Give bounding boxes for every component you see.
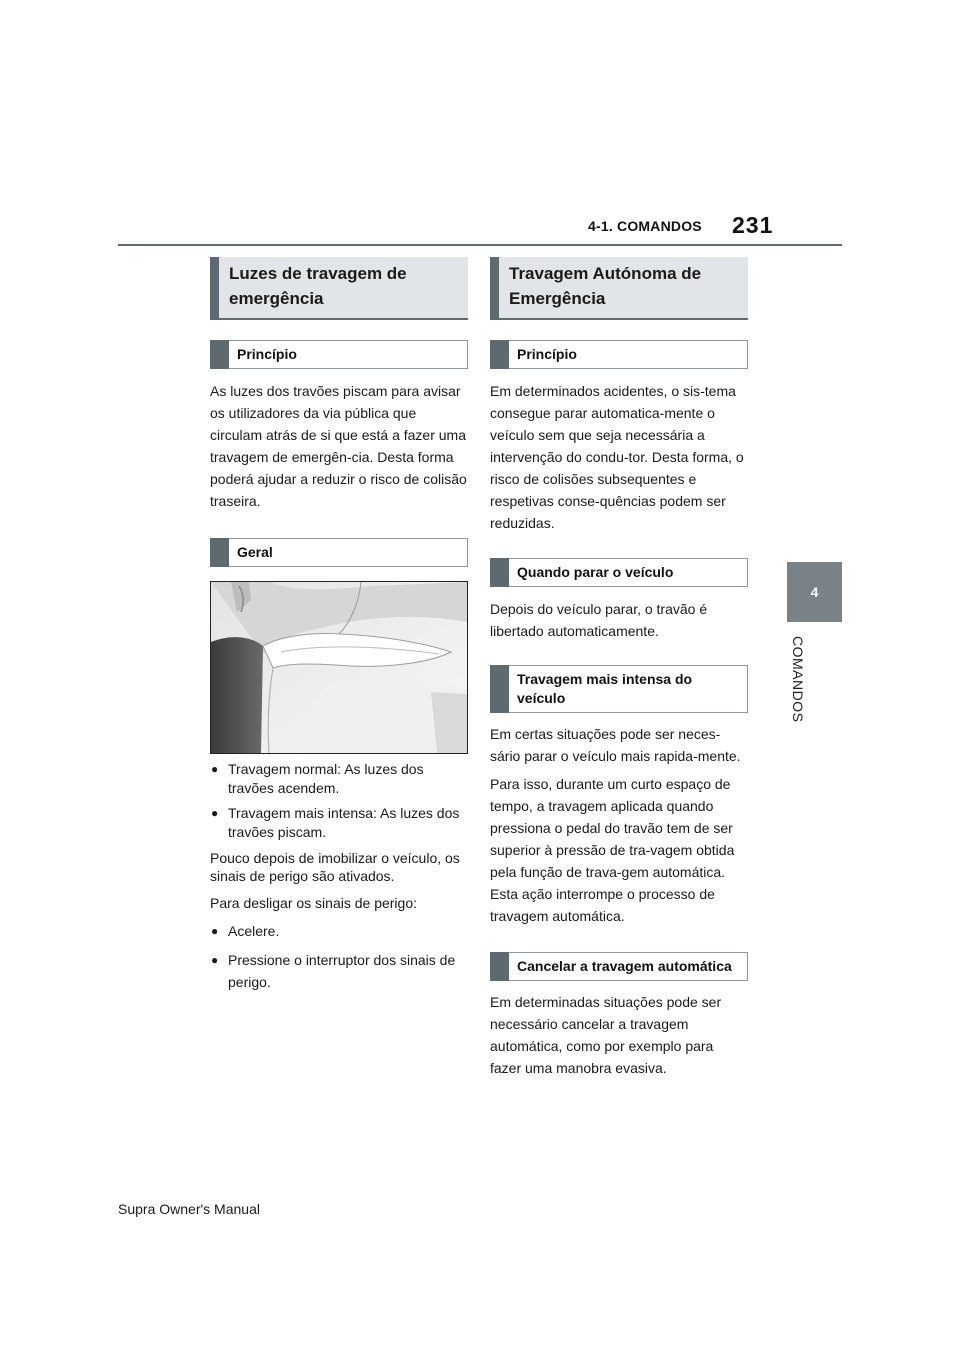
list-item: ● Acelere. bbox=[210, 921, 468, 941]
subheading-quando-parar: Quando parar o veículo bbox=[490, 558, 748, 587]
subheading-cancelar: Cancelar a travagem automática bbox=[490, 952, 748, 981]
subheading-principio-left: Princípio bbox=[210, 340, 468, 369]
chapter-tab-label: COMANDOS bbox=[790, 636, 806, 723]
footer-manual-title: Supra Owner's Manual bbox=[118, 1201, 260, 1217]
list-item: ● Travagem normal: As luzes dos travões acendem. bbox=[210, 760, 468, 798]
subheading-geral: Geral bbox=[210, 538, 468, 567]
right-column bbox=[490, 257, 748, 1079]
hazard-lights-activation-text: Pouco depois de imobilizar o veículo, os sinais de perigo são ativados. bbox=[210, 850, 460, 884]
header-section-title: 4-1. COMANDOS bbox=[588, 218, 702, 234]
section-title-autonomous-emergency-braking: Travagem Autónoma de Emergência bbox=[490, 257, 748, 320]
chapter-tab-number: 4 bbox=[787, 562, 842, 622]
brake-behavior-list bbox=[210, 760, 468, 842]
quando-parar-text: Depois do veículo parar, o travão é libertado automaticamente. bbox=[490, 601, 708, 639]
hazard-lights-disable-list bbox=[210, 921, 468, 993]
subheading-principio-right: Princípio bbox=[490, 340, 748, 369]
list-item: ● Travagem mais intensa: As luzes dos travões piscam. bbox=[210, 804, 468, 842]
cancelar-text: Em determinadas situações pode ser necessário cancelar a travagem automática, como por exemplo para fazer uma manobra evasiva. bbox=[490, 994, 722, 1076]
list-item: ● Pressione o interruptor dos sinais de perigo. bbox=[210, 949, 468, 993]
subheading-travagem-intensa: Travagem mais intensa do veículo bbox=[490, 665, 748, 713]
brake-light-illustration bbox=[210, 581, 468, 754]
travagem-intensa-text-1: Em certas situações pode ser neces-sário parar o veículo mais rapida-mente. bbox=[490, 726, 741, 764]
section-title-emergency-brake-lights: Luzes de travagem de emergência bbox=[210, 257, 468, 320]
principio-right-text: Em determinados acidentes, o sis-tema consegue parar automatica-mente o veículo sem que seja necessária a intervenção do condu-tor. Desta forma, o risco de colisões subsequentes e respetivas conse-quências podem ser reduzidas. bbox=[490, 383, 744, 531]
left-column bbox=[210, 257, 468, 993]
header-divider bbox=[118, 244, 842, 246]
travagem-intensa-text-2: Para isso, durante um curto espaço de tempo, a travagem aplicada quando pressiona o pedal do travão tem de ser superior à pressão de tra-vagem obtida pela função de trava-gem automática. Esta ação interrompe o processo de travagem automática. bbox=[490, 776, 735, 924]
page-number: 231 bbox=[732, 212, 774, 238]
principio-left-text: As luzes dos travões piscam para avisar os utilizadores da via pública que circulam atrás de si que está a fazer uma travagem de emergên-cia. Desta forma poderá ajudar a reduzir o risco de colisão traseira. bbox=[210, 383, 467, 509]
hazard-lights-disable-intro: Para desligar os sinais de perigo: bbox=[210, 895, 418, 911]
